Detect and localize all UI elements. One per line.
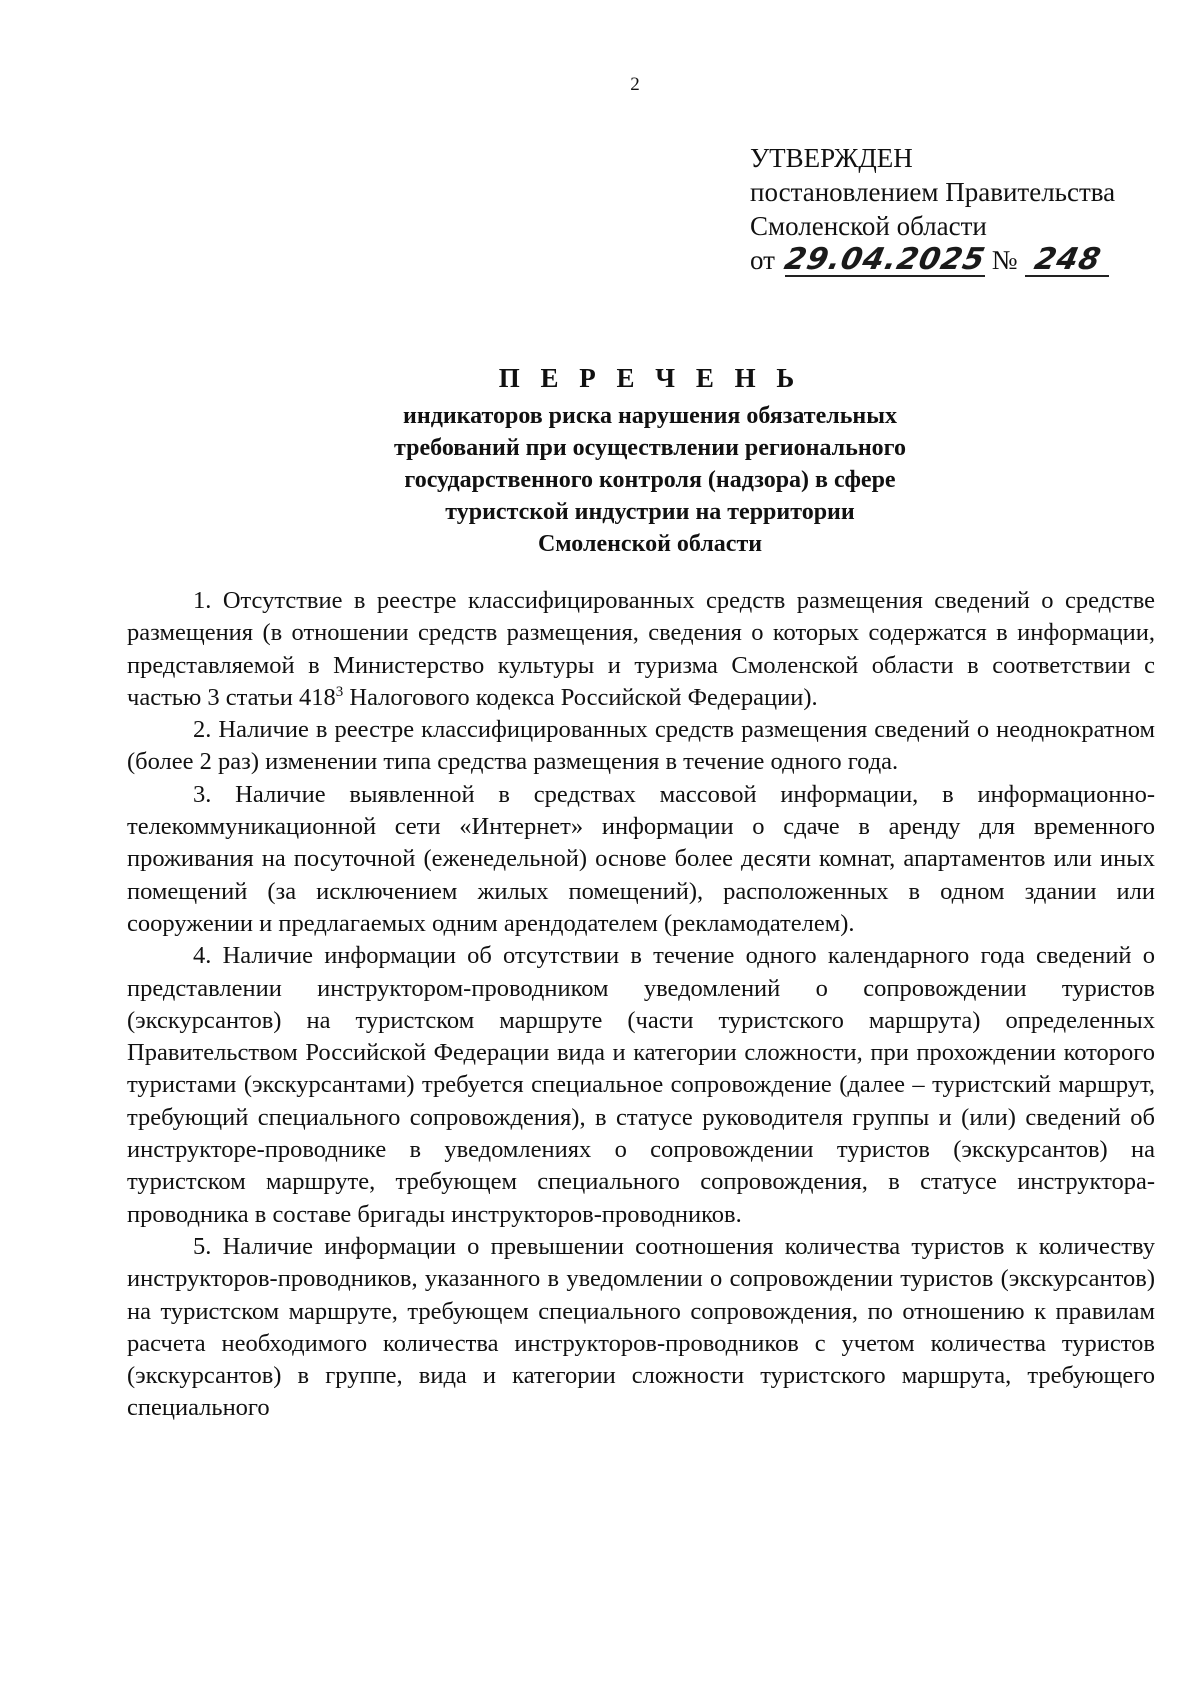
subtitle-line: индикаторов риска нарушения обязательных bbox=[403, 403, 897, 429]
approval-date-line bbox=[750, 243, 1150, 281]
item-1-superscript: 3 bbox=[335, 683, 344, 700]
handwritten-date: 29.04.2025 bbox=[781, 242, 989, 277]
list-item-1 bbox=[127, 585, 1155, 714]
subtitle-line: требований при осуществлении регионального bbox=[394, 435, 906, 461]
approval-status: УТВЕРЖДЕН bbox=[750, 143, 913, 173]
item-1-text-end: Налогового кодекса Российской Федерации). bbox=[343, 683, 818, 711]
approval-block bbox=[750, 141, 1150, 281]
approval-line-1: постановлением Правительства bbox=[750, 177, 1116, 207]
list-item-3: 3. Наличие выявленной в средствах массовой информации, в информационно-телекоммуникационной сети «Интернет» информации о сдаче в аренду для временного проживания на посуточной (еженедельной) основе более десяти комнат, апартаментов или иных помещений (за исключением жилых помещений), расположенных в одном здании или сооружении и предлагаемых одним арендодателем (рекламодателем). bbox=[127, 780, 1155, 937]
number-sign: № bbox=[991, 245, 1018, 275]
document-heading bbox=[300, 362, 1000, 560]
item-1-text: 1. Отсутствие в реестре классифицированных средств размещения сведений о средстве размещения (в отношении средств размещения, сведения о которых содержатся в информации, представляемой в Министерство культуры и туризма Смоленской области в соответствии с частью 3 статьи 418 bbox=[127, 587, 1155, 711]
handwritten-date-field bbox=[781, 242, 989, 277]
list-item-5: 5. Наличие информации о превышении соотношения количества туристов к количеству инструкторов-проводников, указанного в уведомлении о сопровождении туристов (экскурсантов) на туристском маршруте, требующем специального сопровождения, по отношению к правилам расчета необходимого количества инструкторов-проводников с учетом количества туристов (экскурсантов) в группе, вида и категории сложности туристского маршрута, требующего специального bbox=[127, 1232, 1155, 1422]
handwritten-number: 248 bbox=[1031, 242, 1105, 277]
page-number: 2 bbox=[630, 74, 640, 95]
subtitle-line: государственного контроля (надзора) в сфере bbox=[404, 467, 896, 493]
document-title: П Е Р Е Ч Е Н Ь bbox=[498, 363, 802, 393]
document-body bbox=[127, 585, 1155, 1425]
list-item-2: 2. Наличие в реестре классифицированных средств размещения сведений о неоднократном (более 2 раз) изменении типа средства размещения в течение одного года. bbox=[127, 716, 1155, 776]
approval-line-2: Смоленской области bbox=[750, 211, 987, 241]
handwritten-number-field bbox=[1025, 242, 1109, 277]
subtitle-line: туристской индустрии на территории bbox=[445, 499, 855, 525]
date-prefix: от bbox=[750, 245, 775, 275]
list-item-4: 4. Наличие информации об отсутствии в течение одного календарного года сведений о представлении инструктором-проводником уведомлений о сопровождении туристов (экскурсантов) на туристском маршруте (части туристского маршрута) определенных Правительством Российской Федерации вида и категории сложности, при прохождении которого туристами (экскурсантами) требуется специальное сопровождение (далее – туристский маршрут, требующий специального сопровождения), в статусе руководителя группы и (или) сведений об инструкторе-проводнике в уведомлениях о сопровождении туристов (экскурсантов) на туристском маршруте, требующем специального сопровождения, в статусе инструктора-проводника в составе бригады инструкторов-проводников. bbox=[127, 942, 1155, 1228]
subtitle-line: Смоленской области bbox=[537, 531, 763, 557]
